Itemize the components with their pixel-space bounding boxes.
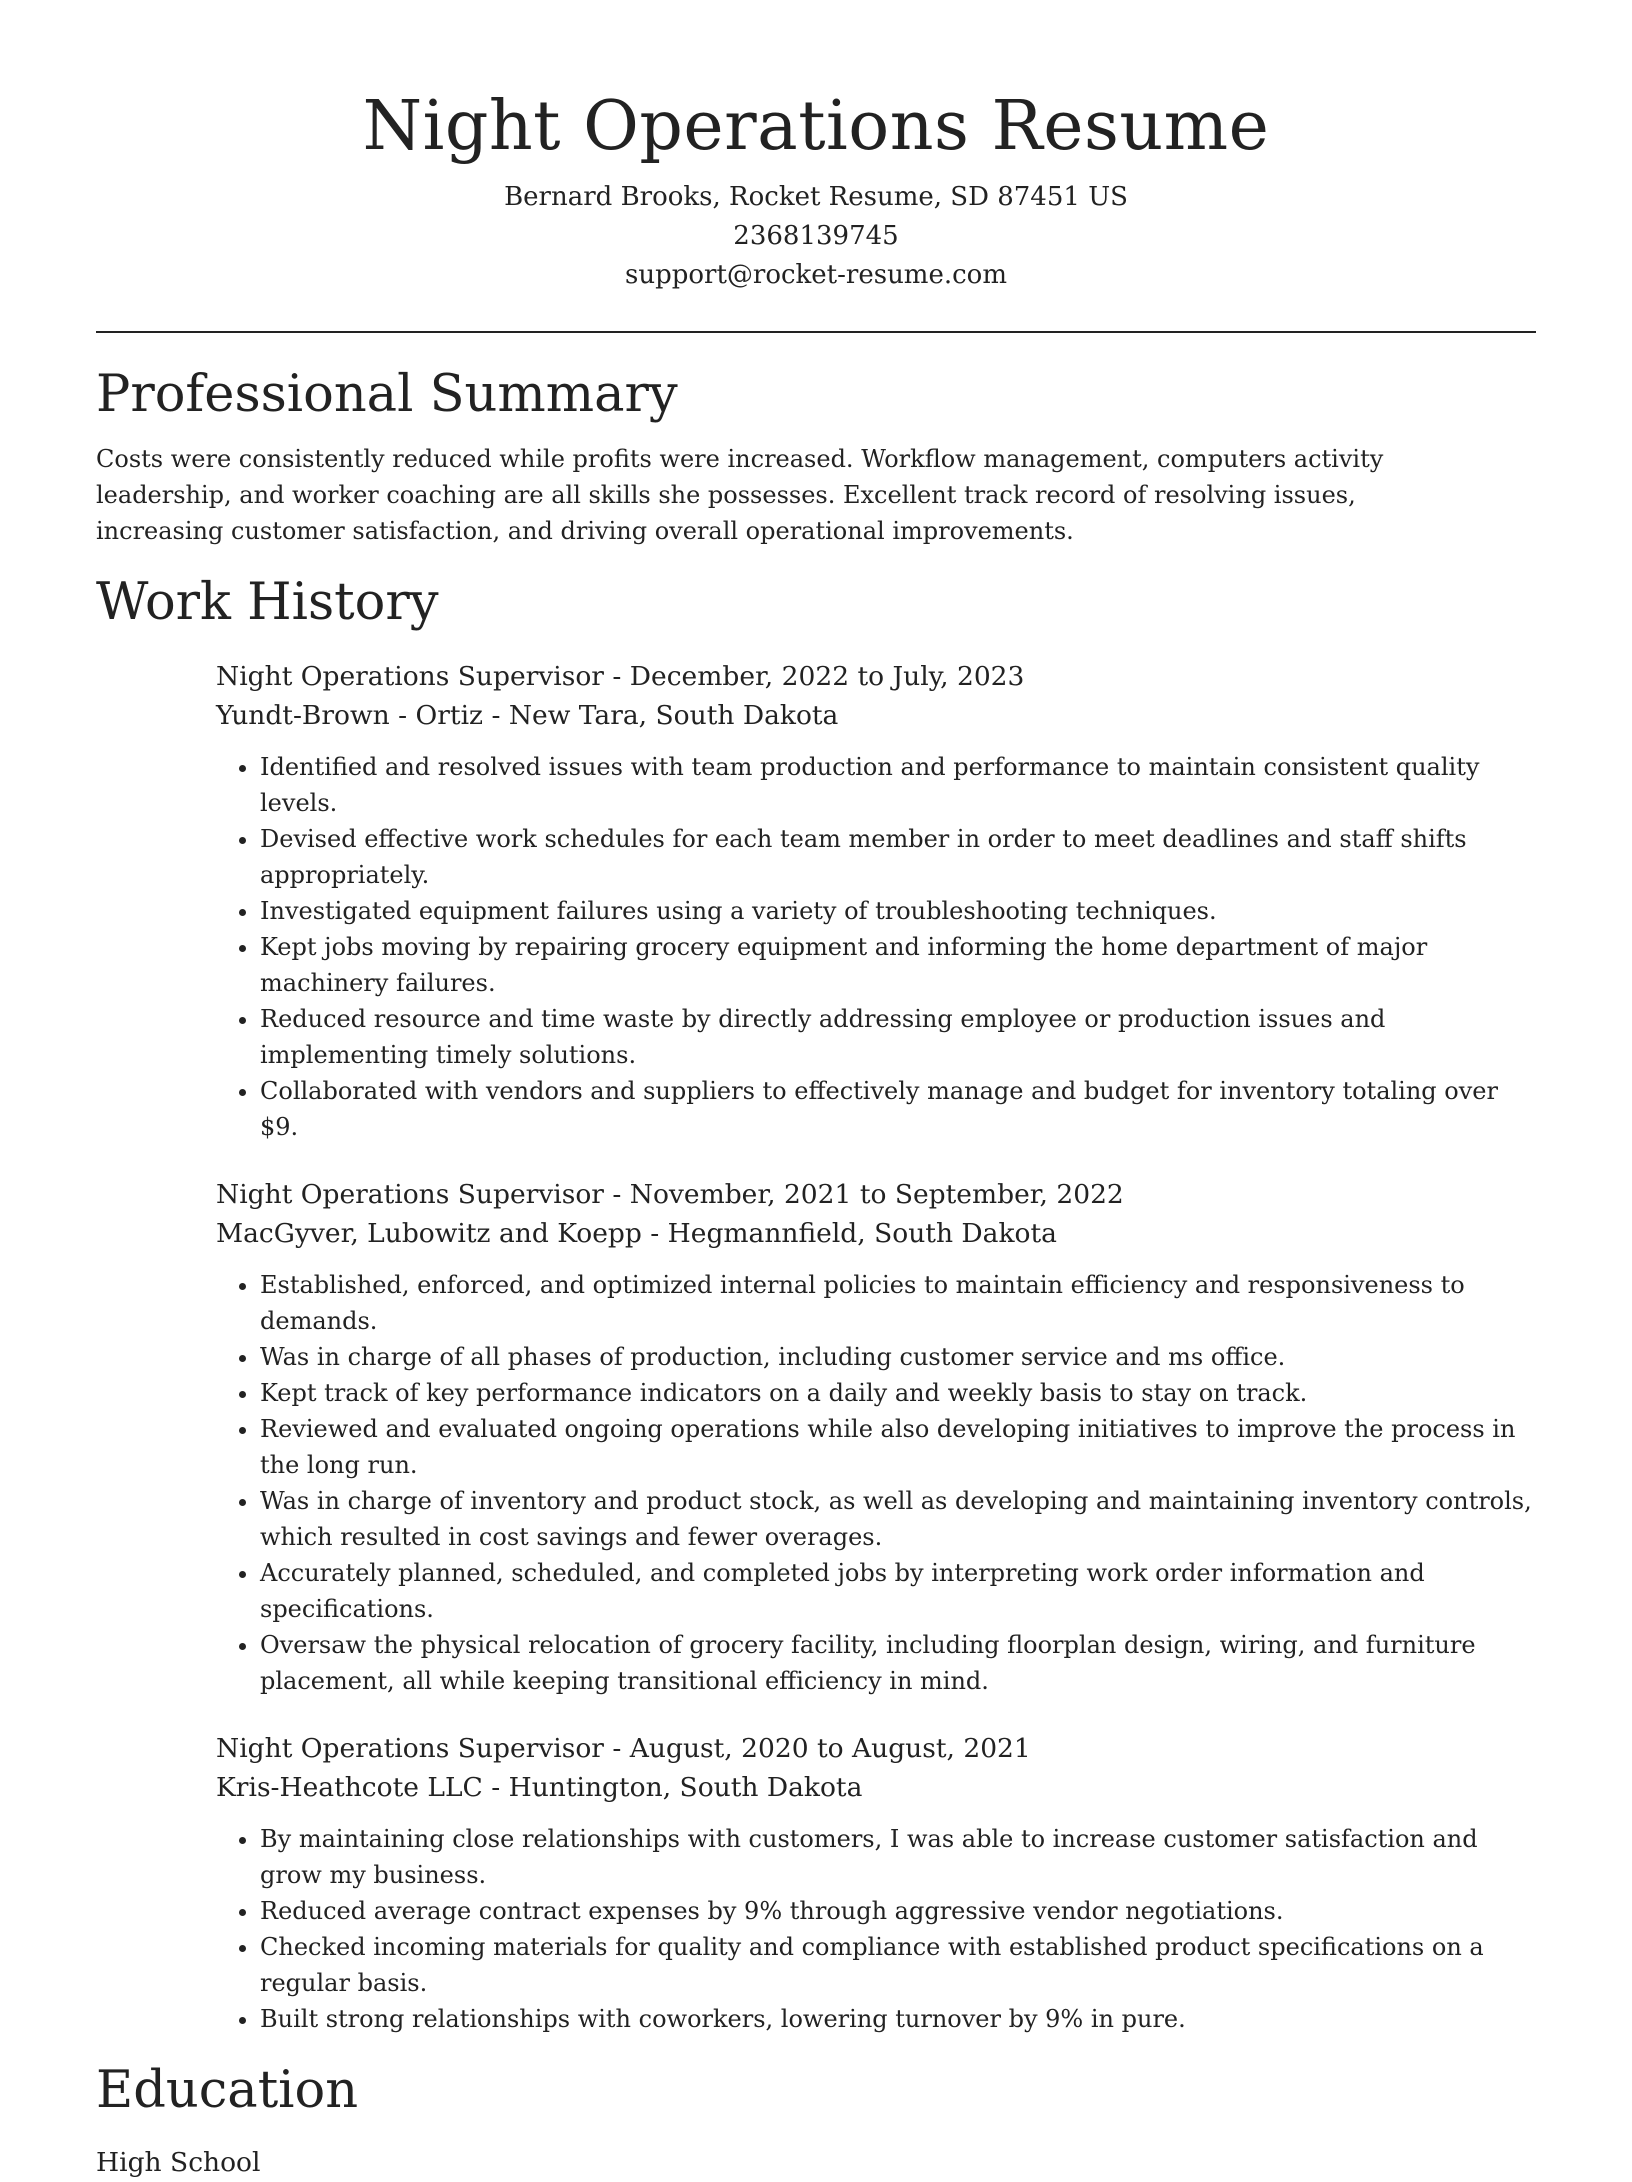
resume-title: Night Operations Resume [362, 87, 1270, 166]
job-entry-2 [216, 1175, 1536, 1699]
list-item: • Accurately planned, scheduled, and completed jobs by interpreting work order information and specifications. [260, 1555, 1536, 1627]
list-item: • Devised effective work schedules for each team member in order to meet deadlines and staff shifts appropriately. [260, 821, 1536, 893]
job-bullet-list [216, 749, 1536, 1145]
contact-address: Bernard Brooks, Rocket Resume, SD 87451 US [504, 182, 1128, 212]
job-company-line: MacGyver, Lubowitz and Koepp - Hegmannfield, South Dakota [216, 1218, 1057, 1249]
education-entry: High School [96, 2147, 261, 2178]
job-company-line: Yundt-Brown - Ortiz - New Tara, South Dakota [216, 700, 839, 731]
job-bullet-list [216, 1267, 1536, 1699]
job-title-line: Night Operations Supervisor - November, 2021 to September, 2022 [216, 1179, 1124, 1210]
contact-email: support@rocket-resume.com [624, 260, 1007, 290]
work-history-section [96, 571, 1536, 2037]
list-item: • Investigated equipment failures using a variety of troubleshooting techniques. [260, 893, 1536, 929]
list-item: • Kept track of key performance indicators on a daily and weekly basis to stay on track. [260, 1375, 1536, 1411]
list-item: • Oversaw the physical relocation of grocery facility, including floorplan design, wiring, and furniture placement, all while keeping transitional efficiency in mind. [260, 1627, 1536, 1699]
list-item: • Kept jobs moving by repairing grocery equipment and informing the home department of major machinery failures. [260, 929, 1536, 1001]
education-section [96, 2059, 1536, 2182]
list-item: • Established, enforced, and optimized internal policies to maintain efficiency and responsiveness to demands. [260, 1267, 1536, 1339]
job-title-line: Night Operations Supervisor - December, 2022 to July, 2023 [216, 661, 1025, 692]
resume-page [96, 0, 1536, 2182]
header-divider [96, 331, 1536, 333]
work-history-heading: Work History [96, 573, 439, 632]
job-entry-1 [216, 657, 1536, 1145]
list-item: • Identified and resolved issues with team production and performance to maintain consistent quality levels. [260, 749, 1536, 821]
list-item: • Reduced average contract expenses by 9% through aggressive vendor negotiations. [260, 1893, 1536, 1929]
list-item: • Reduced resource and time waste by directly addressing employee or production issues and implementing timely solutions. [260, 1001, 1536, 1073]
summary-text: Costs were consistently reduced while profits were increased. Workflow management, computers activity leadership, and worker coaching are all skills she possesses. Excellent track record of resolving issues, increasing customer satisfaction, and driving overall operational improvements. [96, 445, 1384, 545]
list-item: • Reviewed and evaluated ongoing operations while also developing initiatives to improve the process in the long run. [260, 1411, 1536, 1483]
summary-section [96, 363, 1536, 549]
list-item: • Built strong relationships with coworkers, lowering turnover by 9% in pure. [260, 2001, 1536, 2037]
resume-header [96, 0, 1536, 295]
list-item: • Was in charge of inventory and product stock, as well as developing and maintaining inventory controls, which resulted in cost savings and fewer overages. [260, 1483, 1536, 1555]
summary-heading: Professional Summary [96, 365, 678, 424]
job-entry-3 [216, 1729, 1536, 2037]
list-item: • By maintaining close relationships with customers, I was able to increase customer satisfaction and grow my business. [260, 1821, 1536, 1893]
list-item: • Was in charge of all phases of production, including customer service and ms office. [260, 1339, 1536, 1375]
job-bullet-list [216, 1821, 1536, 2037]
contact-phone: 2368139745 [733, 221, 899, 251]
job-title-line: Night Operations Supervisor - August, 2020 to August, 2021 [216, 1733, 1031, 1764]
list-item: • Checked incoming materials for quality and compliance with established product specifications on a regular basis. [260, 1929, 1536, 2001]
list-item: • Collaborated with vendors and suppliers to effectively manage and budget for inventory totaling over $9. [260, 1073, 1536, 1145]
job-company-line: Kris-Heathcote LLC - Huntington, South Dakota [216, 1772, 863, 1803]
contact-block [96, 178, 1536, 295]
education-heading: Education [96, 2061, 359, 2120]
